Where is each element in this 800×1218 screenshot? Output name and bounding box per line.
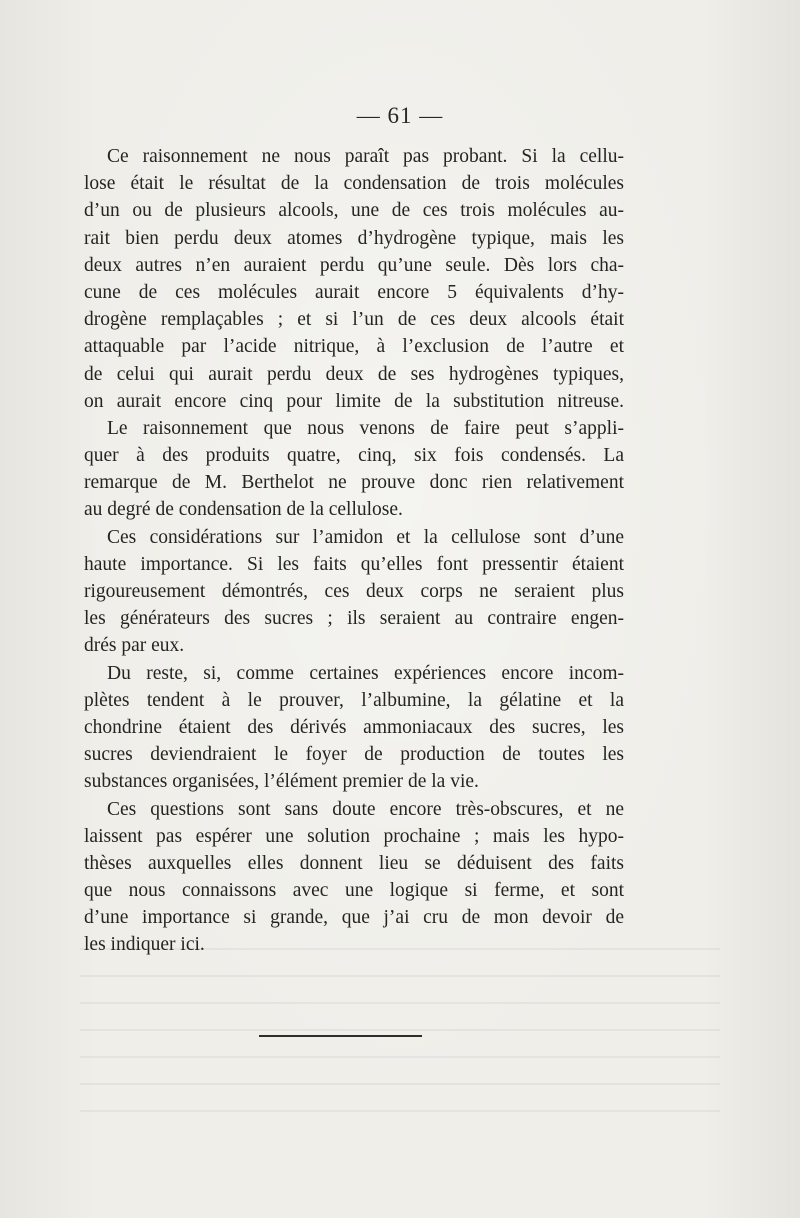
paragraph-3 <box>84 524 624 660</box>
text-line: thèses auxquelles elles donnent lieu se déduisent des faits <box>84 852 624 874</box>
text-line: plètes tendent à le prouver, l’albumine, la gélatine et la <box>84 689 624 711</box>
paragraph-1 <box>84 143 624 415</box>
paragraph-5 <box>84 796 624 959</box>
text-line: attaquable par l’acide nitrique, à l’exclusion de l’autre et <box>84 336 624 358</box>
text-line: d’un ou de plusieurs alcools, une de ces trois molécules au- <box>84 200 624 222</box>
text-line: on aurait encore cinq pour limite de la substitution nitreuse. <box>84 390 624 412</box>
text-line: rigoureusement démontrés, ces deux corps ne seraient plus <box>84 581 624 602</box>
paragraph-2 <box>84 415 624 524</box>
text-line: haute importance. Si les faits qu’elles font pressentir étaient <box>84 553 624 575</box>
text-line: laissent pas espérer une solution prochaine ; mais les hypo- <box>84 825 624 847</box>
text-line: cune de ces molécules aurait encore 5 équivalents d’hy- <box>84 281 624 303</box>
text-line: Ces considérations sur l’amidon et la cellulose sont d’une <box>107 526 624 548</box>
text-line: drés par eux. <box>84 635 185 657</box>
text-line: Le raisonnement que nous venons de faire peut s’appli- <box>107 417 624 439</box>
page-number: — 61 — <box>356 103 444 128</box>
text-line: que nous connaissons avec une logique si ferme, et sont <box>84 880 624 902</box>
text-line: deux autres n’en auraient perdu qu’une seule. Dès lors cha- <box>84 254 624 276</box>
text-line: Ce raisonnement ne nous paraît pas probant. Si la cellu- <box>107 146 624 167</box>
text-line: Du reste, si, comme certaines expériences encore incom- <box>107 662 624 684</box>
text-line: substances organisées, l’élément premier de la vie. <box>84 771 479 793</box>
text-line: Ces questions sont sans doute encore très-obscures, et ne <box>107 798 624 820</box>
text-line: d’une importance si grande, que j’ai cru de mon devoir de <box>84 907 624 929</box>
text-line: les indiquer ici. <box>84 934 205 956</box>
text-line: quer à des produits quatre, cinq, six fois condensés. La <box>84 445 624 467</box>
text-line: de celui qui aurait perdu deux de ses hydrogènes typiques, <box>84 363 624 385</box>
body-text <box>84 143 624 959</box>
text-line: au degré de condensation de la cellulose. <box>84 499 403 521</box>
text-line: sucres deviendraient le foyer de production de toutes les <box>84 744 624 766</box>
text-line: lose était le résultat de la condensation de trois molécules <box>84 173 624 195</box>
text-line: drogène remplaçables ; et si l’un de ces deux alcools était <box>84 309 624 331</box>
text-line: les générateurs des sucres ; ils seraient au contraire engen- <box>84 608 624 630</box>
section-end-rule <box>259 1035 422 1037</box>
paragraph-4 <box>84 660 624 796</box>
show-through-texture <box>80 930 720 1130</box>
text-line: remarque de M. Berthelot ne prouve donc rien relativement <box>84 472 624 494</box>
text-line: rait bien perdu deux atomes d’hydrogène typique, mais les <box>84 227 624 249</box>
text-line: chondrine étaient des dérivés ammoniacaux des sucres, les <box>84 716 624 738</box>
